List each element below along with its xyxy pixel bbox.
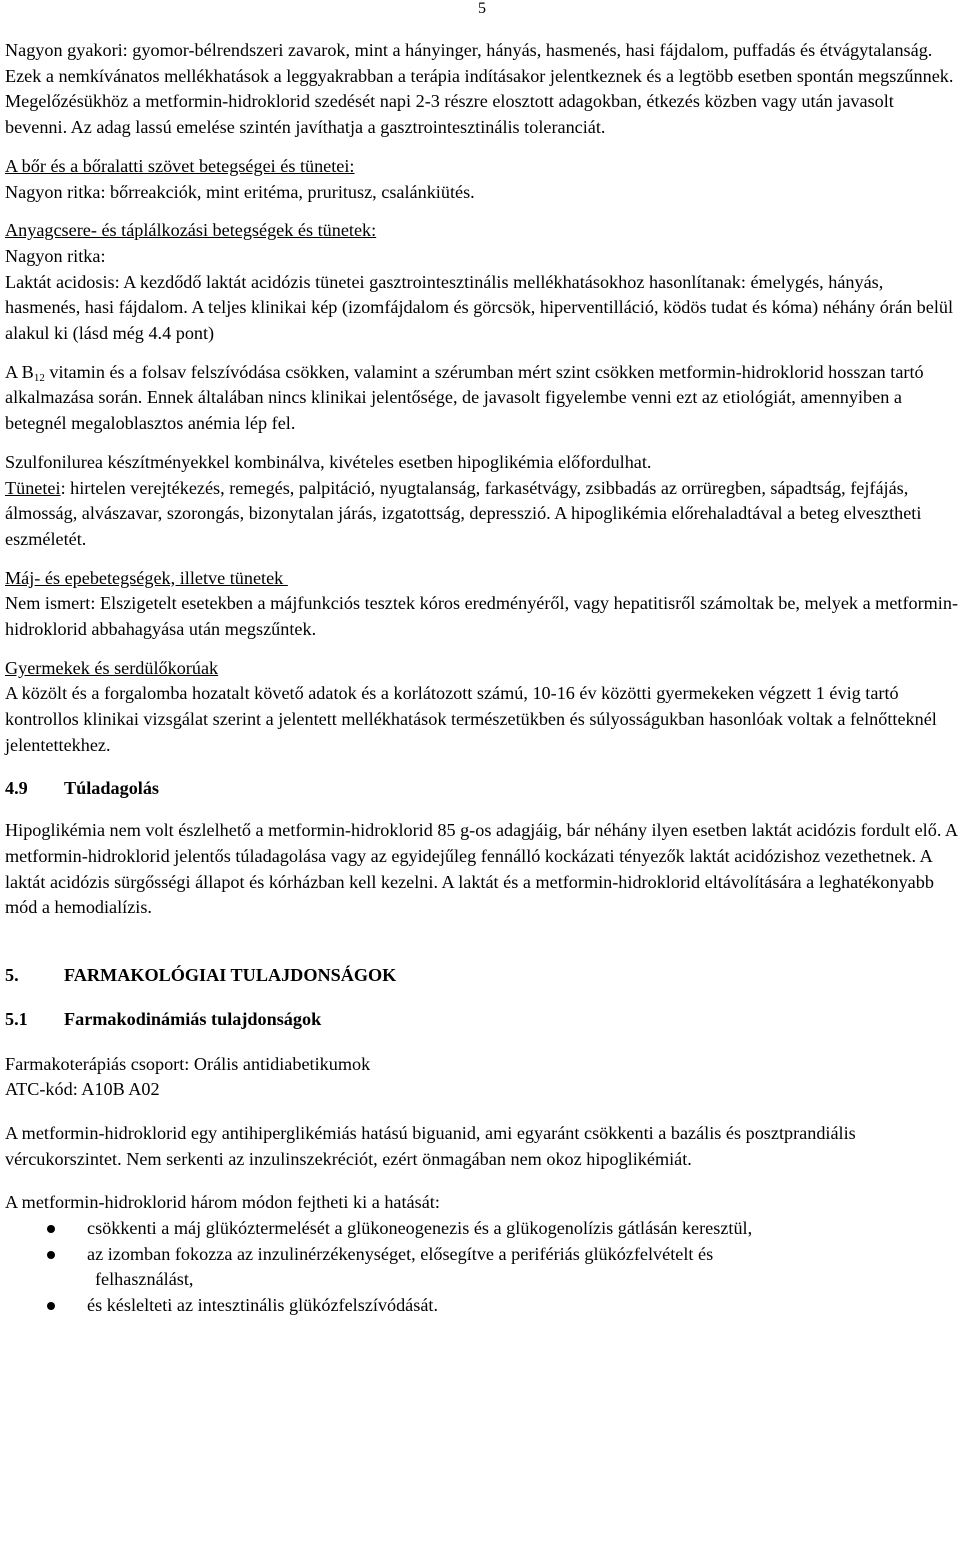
section-5-title: FARMAKOLÓGIAI TULAJDONSÁGOK [64,965,397,986]
list-item [5,1293,960,1319]
bullet-icon [47,1302,55,1310]
three-ways-intro: A metformin-hidroklorid három módon fejtheti ki a hatását: [5,1192,440,1213]
pharmacotherapeutic-group: Farmakoterápiás csoport: Orális antidiabetikumok [5,1053,371,1074]
b12-paragraph [5,360,960,437]
metabolism-text: Laktát acidosis: A kezdődő laktát acidózis tünetei gasztrointesztinális mellékhatásokhoz hasonlítanak: émelygés, hányás, hasmenés, hasi fájdalom. A teljes klinikai kép (izomfájdalom és görcsök, hiperventilláció, ködös tudat és kóma) néhány órán belül alakul ki (lásd még 4.4 pont) [5,271,954,344]
bullet-icon [47,1251,55,1259]
children-heading [5,656,960,682]
mechanism-paragraph: A metformin-hidroklorid egy antihiperglikémiás hatású biguanid, ami egyaránt csökkenti a bazális és posztprandiális vércukorszintet. Nem serkenti az inzulinszekréciót, ezért önmagában nem okoz hipoglikémiát. [5,1122,856,1169]
section-5-1-heading [5,1007,960,1033]
symptoms-label: Tünetei [5,477,61,498]
symptoms-paragraph [5,476,960,553]
sulfonylurea-line: Szulfonilurea készítményekkel kombinálva, kivételes esetben hipoglikémia előfordulhat. [5,451,652,472]
overdose-title: Túladagolás [64,777,160,798]
b12-text: vitamin és a folsav felszívódása csökken, valamint a szérumban mért szint csökken metformin-hidroklorid hosszan tartó alkalmazása során. Ennek általában nincs klinikai jelentősége, de javasolt figyelembe venni ezt az etiológiát, amennyiben a betegnél megaloblasztos anémia lép fel. [5,361,924,434]
children-heading-text: Gyermekek és serdülőkorúak [5,657,219,678]
children-text: A közölt és a forgalomba hozatalt követő adatok és a korlátozott számú, 10-16 év közötti gyermekeken végzett 1 évig tartó kontrollos klinikai vizsgálat szerint a jelentett mellékhatások természetükben és súlyosságukban hasonlóak voltak a felnőtteknél jelentettekhez. [5,683,937,755]
b12-prefix: A B [5,361,34,382]
list-item-text: és késlelteti az intesztinális glükózfelszívódását. [87,1295,439,1316]
skin-text: Nagyon ritka: bőrreakciók, mint eritéma, pruritusz, csalánkiütés. [5,181,475,202]
skin-heading [5,154,960,180]
bullet-icon [47,1225,55,1233]
overdose-text: Hipoglikémia nem volt észlelhető a metformin-hidroklorid 85 g-os adagjáig, bár néhány ilyen esetben laktát acidózis fordult elő. A metformin-hidroklorid jelentős túladagolása vagy az egyidejűleg fennálló kockázati tényezők laktát acidózishoz vezethetnek. A laktát acidózis sürgősségi állapot és kórházban kell kezelni. A laktát és a metformin-hidroklorid eltávolítására a leghatékonyabb mód a hemodialízis. [5,820,958,918]
document-body [5,38,960,1319]
section-5-number: 5. [5,965,19,986]
metabolism-frequency: Nagyon ritka: [5,245,106,266]
list-item [5,1242,960,1293]
list-item-text: az izomban fokozza az inzulinérzékenységet, elősegítve a perifériás glükózfelvételt és [87,1243,714,1264]
metabolism-heading [5,218,960,244]
section-5-1-title: Farmakodinámiás tulajdonságok [64,1008,322,1029]
liver-heading [5,566,960,592]
skin-heading-text: A bőr és a bőralatti szövet betegségei és tünetei: [5,155,355,176]
section-5-heading [5,963,960,989]
side-effects-paragraph: Nagyon gyakori: gyomor-bélrendszeri zavarok, mint a hányinger, hányás, hasmenés, hasi fájdalom, puffadás és étvágytalanság. Ezek a nemkívánatos mellékhatások a leggyakrabban a terápia indításakor jelentkeznek és a legtöbb esetben spontán megszűnnek. Megelőzésükhöz a metformin-hidroklorid szedését napi 2-3 részre elosztott adagokban, étkezés közben vagy után javasolt bevenni. Az adag lassú emelése szintén javíthatja a gasztrointesztinális toleranciát. [5,40,954,138]
overdose-number: 4.9 [5,777,28,798]
liver-text: Nem ismert: Elszigetelt esetekben a májfunkciós tesztek kóros eredményéről, vagy hepatitisről számoltak be, melyek a metformin-hidroklorid abbahagyása után megszűntek. [5,593,959,640]
b12-subscript: 12 [33,371,45,384]
page-number: 5 [478,0,486,17]
section-5-1-number: 5.1 [5,1008,28,1029]
metabolism-heading-text: Anyagcsere- és táplálkozási betegségek és tünetek: [5,220,377,241]
symptoms-text: : hirtelen verejtékezés, remegés, palpitáció, nyugtalanság, farkasétvágy, zsibbadás az orrüregben, sápadtság, fejfájás, álmosság, alvászavar, szorongás, bizonytalan járás, izgatottság, depresszió. A hipoglikémia előrehaladtával a beteg elvesztheti eszméletét. [5,477,922,549]
list-item-text: csökkenti a máj glükóztermelését a glükoneogenezis és a glükogenolízis gátlásán keresztül, [87,1218,753,1239]
list-item-continuation: felhasználást, [95,1269,194,1290]
liver-heading-text: Máj- és epebetegségek, illetve tünetek [5,567,288,588]
mechanism-list [5,1216,960,1319]
atc-code: ATC-kód: A10B A02 [5,1079,160,1100]
list-item [5,1216,960,1242]
overdose-heading [5,776,960,802]
